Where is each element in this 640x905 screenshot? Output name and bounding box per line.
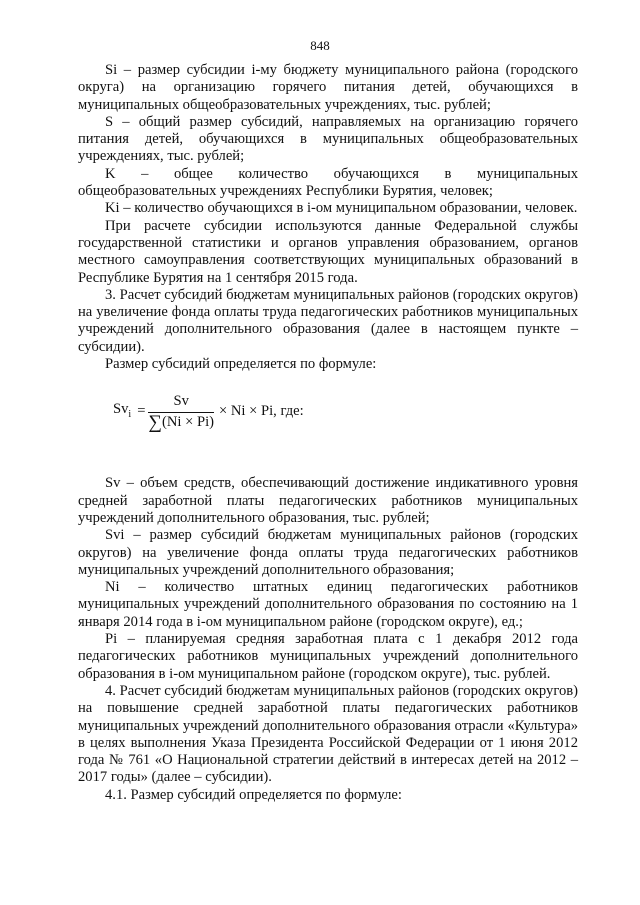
definition-k: K – общее количество обучающихся в муниципальных общеобразовательных учреждениях Республики Бурятия, человек; <box>78 165 578 200</box>
section-4-heading: 4. Расчет субсидий бюджетам муниципальных районов (городских округов) на повышение средней заработной платы педагогических работников муниципальных учреждений дополнительного образования отрасли «Культура» в целях выполнения Указа Президента Российской Федерации от 1 июня 2012 года № 761 «О Национальной стратегии действий в интересах детей на 2012 – 2017 годы» (далее – субсидии). <box>78 682 578 786</box>
document-body <box>78 62 578 804</box>
formula-numerator: Sv <box>148 393 214 412</box>
formula-fraction <box>148 393 214 431</box>
definition-sv: Sv – объем средств, обеспечивающий достижение индикативного уровня средней заработной платы педагогических работников муниципальных учреждений дополнительного образования, тыс. рублей; <box>78 475 578 526</box>
subsidy-formula <box>78 387 578 445</box>
formula-lhs-symbol: Sv <box>113 401 129 418</box>
page-number: 848 <box>310 38 330 53</box>
definition-pi: Pi – планируемая средняя заработная плата с 1 декабря 2012 года педагогических работников муниципальных учреждений дополнительного образования в i-ом муниципальном районе (городском округе), тыс. рублей. <box>78 631 578 682</box>
definition-si: Si – размер субсидии i-му бюджету муниципального района (городского округа) на организацию горячего питания детей, обучающихся в муниципальных общеобразовательных учреждениях, тыс. рублей; <box>78 62 578 113</box>
formula-denominator-text: (Ni × Pi) <box>161 413 214 430</box>
formula-intro: Размер субсидий определяется по формуле: <box>105 356 377 373</box>
formula-lhs <box>113 401 131 423</box>
data-source-paragraph: При расчете субсидии используются данные Федеральной службы государственной статистики и органов управления образованием, органов местного самоуправления соответствующих муниципальных образований в Республике Бурятия на 1 сентября 2015 года. <box>78 217 578 286</box>
section-3-heading: 3. Расчет субсидий бюджетам муниципальных районов (городских округов) на увеличение фонда оплаты труда педагогических работников муниципальных учреждений дополнительного образования (далее в настоящем пункте – субсидии). <box>78 286 578 355</box>
formula-denominator <box>148 413 214 431</box>
formula-lhs-subscript: i <box>128 408 132 420</box>
definition-s: S – общий размер субсидий, направляемых на организацию горячего питания детей, обучающихся в муниципальных общеобразовательных учреждениях, тыс. рублей; <box>78 113 578 165</box>
definition-ki: Ki – количество обучающихся в i-ом муниципальном образовании, человек. <box>105 200 578 217</box>
formula-rhs: × Ni × Pi, где: <box>219 403 304 420</box>
sigma-symbol: ∑ <box>148 411 162 433</box>
definition-ni: Ni – количество штатных единиц педагогических работников муниципальных учреждений дополнительного образования по состоянию на 1 января 2014 года в i-ом муниципальном районе (городском округе), ед.; <box>78 579 578 630</box>
formula-equals: = <box>137 403 146 420</box>
definition-svi: Svi – размер субсидий бюджетам муниципальных районов (городских округов) на увеличение фонда оплаты труда педагогических работников муниципальных учреждений дополнительного образования; <box>78 527 578 578</box>
section-4-1-intro: 4.1. Размер субсидий определяется по формуле: <box>105 786 402 803</box>
